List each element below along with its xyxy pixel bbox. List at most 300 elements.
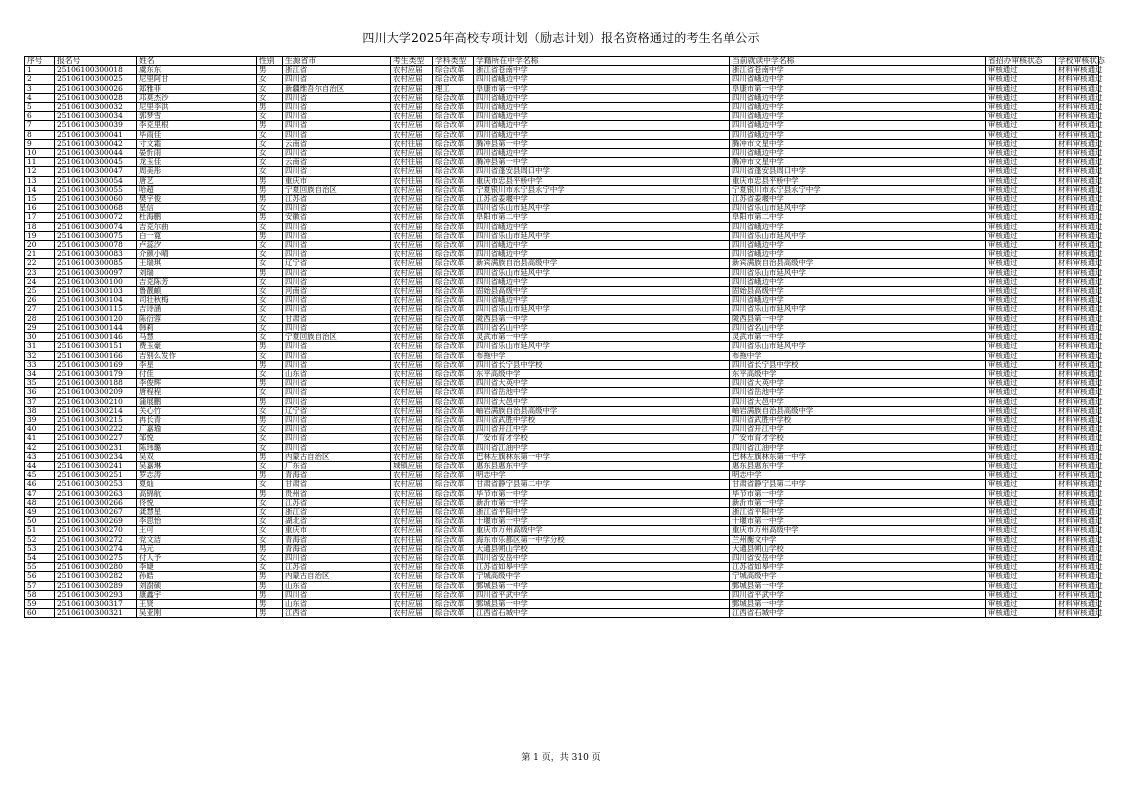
cell-subject-type: 综合改革: [433, 333, 474, 342]
cell-name: 吴双: [137, 452, 257, 461]
cell-subject-type: 综合改革: [433, 323, 474, 332]
cell-candidate-type: 农村应届: [391, 517, 433, 526]
cell-provincial-review-status: 审核通过: [986, 333, 1056, 342]
cell-registered-school: 四川省长宁县中学校: [474, 360, 730, 369]
cell-registered-school: 四川省名山中学: [474, 323, 730, 332]
cell-current-school: 四川省峨边中学: [730, 75, 986, 84]
cell-current-school: 甘肃省静宁县第二中学: [730, 480, 986, 489]
cell-gender: 女: [257, 75, 283, 84]
cell-subject-type: 综合改革: [433, 489, 474, 498]
cell-registration-number: 25106100300028: [55, 93, 137, 102]
table-row: [25, 250, 1099, 259]
cell-provincial-review-status: 审核通过: [986, 461, 1056, 470]
cell-gender: 男: [257, 544, 283, 553]
cell-registration-number: 25106100300275: [55, 553, 137, 562]
cell-university-review-status: 材料审核通过: [1056, 388, 1099, 397]
cell-province: 广东省: [283, 461, 391, 470]
cell-index: 22: [25, 259, 55, 268]
cell-candidate-type: 农村应届: [391, 425, 433, 434]
cell-current-school: 江苏省姜堰中学: [730, 195, 986, 204]
cell-university-review-status: 材料审核通过: [1056, 259, 1099, 268]
cell-registered-school: 陇西县第一中学: [474, 314, 730, 323]
cell-province: 贵州省: [283, 489, 391, 498]
cell-index: 19: [25, 231, 55, 240]
column-header: 姓名: [137, 57, 257, 66]
cell-registered-school: 四川省乐山市延风中学: [474, 204, 730, 213]
cell-candidate-type: 农村应届: [391, 185, 433, 194]
cell-index: 3: [25, 84, 55, 93]
cell-gender: 女: [257, 351, 283, 360]
cell-registration-number: 25106100300188: [55, 379, 137, 388]
cell-gender: 男: [257, 195, 283, 204]
table-row: [25, 167, 1099, 176]
cell-gender: 女: [257, 277, 283, 286]
cell-province: 四川省: [283, 130, 391, 139]
cell-university-review-status: 材料审核通过: [1056, 425, 1099, 434]
cell-candidate-type: 城镇应届: [391, 461, 433, 470]
table-header-row: [25, 57, 1099, 66]
cell-name: 李克里根: [137, 121, 257, 130]
cell-candidate-type: 农村应届: [391, 93, 433, 102]
cell-registration-number: 25106100300115: [55, 305, 137, 314]
cell-index: 24: [25, 277, 55, 286]
cell-name: 寸文霜: [137, 139, 257, 148]
cell-name: 晏忻雨: [137, 149, 257, 158]
cell-index: 26: [25, 296, 55, 305]
cell-subject-type: 综合改革: [433, 369, 474, 378]
table-row: [25, 204, 1099, 213]
cell-subject-type: 综合改革: [433, 222, 474, 231]
cell-index: 25: [25, 287, 55, 296]
cell-provincial-review-status: 审核通过: [986, 480, 1056, 489]
cell-name: 费玉豪: [137, 342, 257, 351]
cell-current-school: 惠东县惠东中学: [730, 461, 986, 470]
cell-index: 2: [25, 75, 55, 84]
cell-university-review-status: 材料审核通过: [1056, 480, 1099, 489]
cell-registration-number: 25106100300215: [55, 415, 137, 424]
table-body: [25, 65, 1103, 618]
cell-registration-number: 25106100300274: [55, 544, 137, 553]
column-header: 学籍所在中学名称: [474, 57, 730, 66]
cell-name: 康鑫宇: [137, 590, 257, 599]
cell-registration-number: 25106100300166: [55, 351, 137, 360]
cell-current-school: 四川省江油中学: [730, 443, 986, 452]
cell-candidate-type: 农村往届: [391, 158, 433, 167]
cell-university-review-status: 材料审核通过: [1056, 195, 1099, 204]
cell-current-school: 巴林左旗林东第一中学: [730, 452, 986, 461]
cell-registered-school: 四川省峨边中学: [474, 103, 730, 112]
cell-subject-type: 综合改革: [433, 507, 474, 516]
cell-current-school: 毕节市第一中学: [730, 489, 986, 498]
cell-university-review-status: 材料审核通过: [1056, 231, 1099, 240]
cell-province: 四川省: [283, 112, 391, 121]
cell-registration-number: 25106100300251: [55, 471, 137, 480]
cell-name: 樊宇俊: [137, 195, 257, 204]
cell-index: 17: [25, 213, 55, 222]
cell-name: 郭梦雪: [137, 112, 257, 121]
table-row: [25, 581, 1099, 590]
cell-gender: 男: [257, 581, 283, 590]
cell-name: 马慧: [137, 333, 257, 342]
cell-gender: 女: [257, 241, 283, 250]
cell-gender: 女: [257, 480, 283, 489]
cell-university-review-status: 材料审核通过: [1056, 434, 1099, 443]
cell-name: 党文洁: [137, 535, 257, 544]
page-footer: 第 1 页，共 310 页: [521, 753, 601, 763]
cell-province: 四川省: [283, 342, 391, 351]
cell-registration-number: 25106100300120: [55, 314, 137, 323]
cell-candidate-type: 农村应届: [391, 296, 433, 305]
cell-index: 42: [25, 443, 55, 452]
cell-registered-school: 四川省蓬安县周口中学: [474, 167, 730, 176]
cell-university-review-status: 材料审核通过: [1056, 305, 1099, 314]
cell-province: 四川省: [283, 231, 391, 240]
cell-provincial-review-status: 审核通过: [986, 489, 1056, 498]
cell-gender: 女: [257, 406, 283, 415]
cell-provincial-review-status: 审核通过: [986, 121, 1056, 130]
table-row: [25, 526, 1099, 535]
cell-provincial-review-status: 审核通过: [986, 84, 1056, 93]
cell-provincial-review-status: 审核通过: [986, 590, 1056, 599]
cell-index: 55: [25, 563, 55, 572]
cell-current-school: 广安市育才学校: [730, 434, 986, 443]
cell-subject-type: 综合改革: [433, 480, 474, 489]
cell-gender: 女: [257, 167, 283, 176]
cell-university-review-status: 材料审核通过: [1056, 66, 1099, 75]
cell-current-school: 江西省石城中学: [730, 609, 986, 618]
cell-current-school: 宁城高级中学: [730, 572, 986, 581]
cell-registered-school: 四川省乐山市延风中学: [474, 231, 730, 240]
table-row: [25, 277, 1099, 286]
cell-index: 12: [25, 167, 55, 176]
cell-name: 罗志涛: [137, 471, 257, 480]
cell-gender: 女: [257, 259, 283, 268]
cell-registration-number: 25106100300169: [55, 360, 137, 369]
cell-gender: 男: [257, 213, 283, 222]
column-header: 考生类型: [391, 57, 433, 66]
cell-current-school: 四川省大英中学: [730, 379, 986, 388]
table-row: [25, 489, 1099, 498]
column-header: 省招办审核状态: [986, 57, 1056, 66]
cell-candidate-type: 农村应届: [391, 443, 433, 452]
cell-name: 李思怡: [137, 517, 257, 526]
cell-name: 刘澍硕: [137, 581, 257, 590]
cell-registered-school: 四川省峨边中学: [474, 250, 730, 259]
cell-gender: 女: [257, 287, 283, 296]
cell-candidate-type: 农村应届: [391, 599, 433, 608]
table-row: [25, 397, 1099, 406]
cell-candidate-type: 农村应届: [391, 103, 433, 112]
cell-subject-type: 综合改革: [433, 66, 474, 75]
cell-registered-school: 四川省岳池中学: [474, 388, 730, 397]
cell-candidate-type: 农村应届: [391, 379, 433, 388]
cell-gender: 女: [257, 149, 283, 158]
cell-provincial-review-status: 审核通过: [986, 535, 1056, 544]
cell-name: 龙玉佳: [137, 158, 257, 167]
cell-current-school: 四川省峨边中学: [730, 121, 986, 130]
cell-university-review-status: 材料审核通过: [1056, 158, 1099, 167]
cell-current-school: 四川省峨边中学: [730, 93, 986, 102]
cell-provincial-review-status: 审核通过: [986, 369, 1056, 378]
cell-index: 41: [25, 434, 55, 443]
cell-registration-number: 25106100300293: [55, 590, 137, 599]
cell-name: 李俊辉: [137, 379, 257, 388]
table-row: [25, 544, 1099, 553]
cell-provincial-review-status: 审核通过: [986, 544, 1056, 553]
cell-provincial-review-status: 审核通过: [986, 296, 1056, 305]
cell-university-review-status: 材料审核通过: [1056, 277, 1099, 286]
cell-name: 虞东东: [137, 66, 257, 75]
cell-registration-number: 25106100300026: [55, 84, 137, 93]
table-row: [25, 149, 1099, 158]
cell-name: 杜海鹏: [137, 213, 257, 222]
cell-registered-school: 鄄城县第一中学: [474, 599, 730, 608]
cell-university-review-status: 材料审核通过: [1056, 93, 1099, 102]
cell-registered-school: 明志中学: [474, 471, 730, 480]
cell-candidate-type: 农村应届: [391, 149, 433, 158]
cell-provincial-review-status: 审核通过: [986, 103, 1056, 112]
cell-candidate-type: 农村应届: [391, 121, 433, 130]
cell-current-school: 新沂市第一中学: [730, 498, 986, 507]
cell-province: 山东省: [283, 581, 391, 590]
table-row: [25, 305, 1099, 314]
cell-name: 李星: [137, 360, 257, 369]
cell-university-review-status: 材料审核通过: [1056, 535, 1099, 544]
cell-current-school: 浙江省苍南中学: [730, 66, 986, 75]
cell-university-review-status: 材料审核通过: [1056, 176, 1099, 185]
cell-name: 介颜小晴: [137, 250, 257, 259]
cell-registered-school: 四川省峨边中学: [474, 296, 730, 305]
cell-university-review-status: 材料审核通过: [1056, 581, 1099, 590]
cell-index: 4: [25, 93, 55, 102]
cell-provincial-review-status: 审核通过: [986, 185, 1056, 194]
cell-province: 四川省: [283, 75, 391, 84]
cell-university-review-status: 材料审核通过: [1056, 323, 1099, 332]
cell-university-review-status: 材料审核通过: [1056, 590, 1099, 599]
cell-provincial-review-status: 审核通过: [986, 195, 1056, 204]
cell-university-review-status: 材料审核通过: [1056, 296, 1099, 305]
cell-provincial-review-status: 审核通过: [986, 443, 1056, 452]
cell-provincial-review-status: 审核通过: [986, 572, 1056, 581]
cell-provincial-review-status: 审核通过: [986, 388, 1056, 397]
cell-current-school: 四川省峨边中学: [730, 222, 986, 231]
cell-subject-type: 综合改革: [433, 581, 474, 590]
cell-registered-school: 布拖中学: [474, 351, 730, 360]
table-row: [25, 443, 1099, 452]
cell-university-review-status: 材料审核通过: [1056, 452, 1099, 461]
cell-candidate-type: 农村应届: [391, 452, 433, 461]
table-row: [25, 498, 1099, 507]
cell-name: 卢蕊汐: [137, 241, 257, 250]
cell-index: 36: [25, 388, 55, 397]
cell-gender: 女: [257, 333, 283, 342]
table-row: [25, 388, 1099, 397]
cell-current-school: 江苏省如皋中学: [730, 563, 986, 572]
cell-provincial-review-status: 审核通过: [986, 581, 1056, 590]
cell-province: 四川省: [283, 250, 391, 259]
cell-university-review-status: 材料审核通过: [1056, 507, 1099, 516]
cell-name: 唐艺: [137, 176, 257, 185]
cell-candidate-type: 农村应届: [391, 259, 433, 268]
cell-registered-school: 大通县朔山学校: [474, 544, 730, 553]
cell-current-school: 四川省峨边中学: [730, 296, 986, 305]
cell-name: 马元: [137, 544, 257, 553]
table-row: [25, 452, 1099, 461]
cell-name: 王瑞琪: [137, 259, 257, 268]
cell-subject-type: 综合改革: [433, 563, 474, 572]
cell-subject-type: 综合改革: [433, 461, 474, 470]
cell-province: 四川省: [283, 93, 391, 102]
cell-candidate-type: 农村应届: [391, 544, 433, 553]
cell-gender: 男: [257, 572, 283, 581]
cell-registration-number: 25106100300075: [55, 231, 137, 240]
cell-province: 浙江省: [283, 66, 391, 75]
cell-candidate-type: 农村应届: [391, 553, 433, 562]
cell-registration-number: 25106100300209: [55, 388, 137, 397]
cell-province: 四川省: [283, 590, 391, 599]
cell-candidate-type: 农村应届: [391, 277, 433, 286]
cell-candidate-type: 农村应届: [391, 471, 433, 480]
cell-index: 14: [25, 185, 55, 194]
cell-registration-number: 25106100300039: [55, 121, 137, 130]
cell-province: 四川省: [283, 121, 391, 130]
cell-registered-school: 浙江省苍南中学: [474, 66, 730, 75]
cell-index: 37: [25, 397, 55, 406]
cell-gender: 男: [257, 360, 283, 369]
cell-index: 46: [25, 480, 55, 489]
cell-gender: 女: [257, 305, 283, 314]
cell-subject-type: 综合改革: [433, 517, 474, 526]
cell-registration-number: 25106100300103: [55, 287, 137, 296]
cell-province: 宁夏回族自治区: [283, 185, 391, 194]
cell-registered-school: 四川省大英中学: [474, 379, 730, 388]
cell-province: 四川省: [283, 434, 391, 443]
cell-index: 39: [25, 415, 55, 424]
cell-candidate-type: 农村应届: [391, 489, 433, 498]
cell-current-school: 四川省平武中学: [730, 590, 986, 599]
cell-gender: 男: [257, 397, 283, 406]
cell-index: 52: [25, 535, 55, 544]
cell-subject-type: 综合改革: [433, 241, 474, 250]
cell-candidate-type: 农村应届: [391, 572, 433, 581]
cell-registration-number: 25106100300072: [55, 213, 137, 222]
cell-subject-type: 综合改革: [433, 287, 474, 296]
cell-registered-school: 海东市乐都区第一中学分校: [474, 535, 730, 544]
cell-registration-number: 25106100300018: [55, 66, 137, 75]
cell-current-school: 四川省开江中学: [730, 425, 986, 434]
cell-provincial-review-status: 审核通过: [986, 268, 1056, 277]
cell-subject-type: 综合改革: [433, 314, 474, 323]
table-row: [25, 314, 1099, 323]
candidate-table: [24, 56, 1105, 618]
cell-current-school: 陇西县第一中学: [730, 314, 986, 323]
cell-registered-school: 四川省安岳中学: [474, 553, 730, 562]
cell-candidate-type: 农村应届: [391, 222, 433, 231]
cell-subject-type: 综合改革: [433, 434, 474, 443]
cell-registered-school: 江西省石城中学: [474, 609, 730, 618]
cell-current-school: 岫岩满族自治县高级中学: [730, 406, 986, 415]
table-row: [25, 158, 1099, 167]
cell-subject-type: 综合改革: [433, 544, 474, 553]
cell-candidate-type: 农村往届: [391, 139, 433, 148]
table-row: [25, 425, 1099, 434]
cell-candidate-type: 农村应届: [391, 397, 433, 406]
cell-university-review-status: 材料审核通过: [1056, 342, 1099, 351]
cell-index: 13: [25, 176, 55, 185]
cell-current-school: 宁夏银川市永宁县永宁中学: [730, 185, 986, 194]
cell-university-review-status: 材料审核通过: [1056, 572, 1099, 581]
cell-registered-school: 阜阳市第二中学: [474, 213, 730, 222]
cell-index: 23: [25, 268, 55, 277]
cell-subject-type: 综合改革: [433, 250, 474, 259]
cell-university-review-status: 材料审核通过: [1056, 406, 1099, 415]
cell-index: 34: [25, 369, 55, 378]
cell-province: 四川省: [283, 268, 391, 277]
cell-provincial-review-status: 审核通过: [986, 360, 1056, 369]
cell-provincial-review-status: 审核通过: [986, 314, 1056, 323]
cell-provincial-review-status: 审核通过: [986, 415, 1056, 424]
cell-candidate-type: 农村应届: [391, 434, 433, 443]
cell-province: 四川省: [283, 296, 391, 305]
cell-candidate-type: 农村应届: [391, 195, 433, 204]
cell-university-review-status: 材料审核通过: [1056, 139, 1099, 148]
cell-registered-school: 毕节市第一中学: [474, 489, 730, 498]
cell-university-review-status: 材料审核通过: [1056, 287, 1099, 296]
cell-index: 33: [25, 360, 55, 369]
table-row: [25, 241, 1099, 250]
cell-registration-number: 25106100300210: [55, 397, 137, 406]
cell-registration-number: 25106100300025: [55, 75, 137, 84]
cell-provincial-review-status: 审核通过: [986, 75, 1056, 84]
cell-university-review-status: 材料审核通过: [1056, 599, 1099, 608]
cell-subject-type: 综合改革: [433, 103, 474, 112]
table-row: [25, 121, 1099, 130]
cell-gender: 男: [257, 489, 283, 498]
cell-candidate-type: 农村应届: [391, 563, 433, 572]
cell-university-review-status: 材料审核通过: [1056, 443, 1099, 452]
table-row: [25, 517, 1099, 526]
table-row: [25, 231, 1099, 240]
cell-name: 王可: [137, 526, 257, 535]
table-row: [25, 112, 1099, 121]
cell-registration-number: 25106100300060: [55, 195, 137, 204]
cell-candidate-type: 农村应届: [391, 609, 433, 618]
table-row: [25, 535, 1099, 544]
cell-name: 吉克陈芳: [137, 277, 257, 286]
cell-subject-type: 综合改革: [433, 268, 474, 277]
cell-province: 甘肃省: [283, 314, 391, 323]
cell-provincial-review-status: 审核通过: [986, 158, 1056, 167]
cell-subject-type: 综合改革: [433, 351, 474, 360]
cell-gender: 男: [257, 176, 283, 185]
cell-current-school: 东平高级中学: [730, 369, 986, 378]
cell-registration-number: 25106100300032: [55, 103, 137, 112]
cell-current-school: 四川省峨边中学: [730, 112, 986, 121]
table-row: [25, 461, 1099, 470]
cell-province: 重庆市: [283, 526, 391, 535]
cell-current-school: 四川省乐山市延风中学: [730, 204, 986, 213]
column-header: 生源省市: [283, 57, 391, 66]
cell-university-review-status: 材料审核通过: [1056, 397, 1099, 406]
table-row: [25, 599, 1099, 608]
cell-university-review-status: 材料审核通过: [1056, 369, 1099, 378]
cell-subject-type: 综合改革: [433, 176, 474, 185]
table-row: [25, 130, 1099, 139]
cell-candidate-type: 农村应届: [391, 590, 433, 599]
cell-subject-type: 综合改革: [433, 259, 474, 268]
cell-registered-school: 四川省峨边中学: [474, 75, 730, 84]
cell-provincial-review-status: 审核通过: [986, 213, 1056, 222]
